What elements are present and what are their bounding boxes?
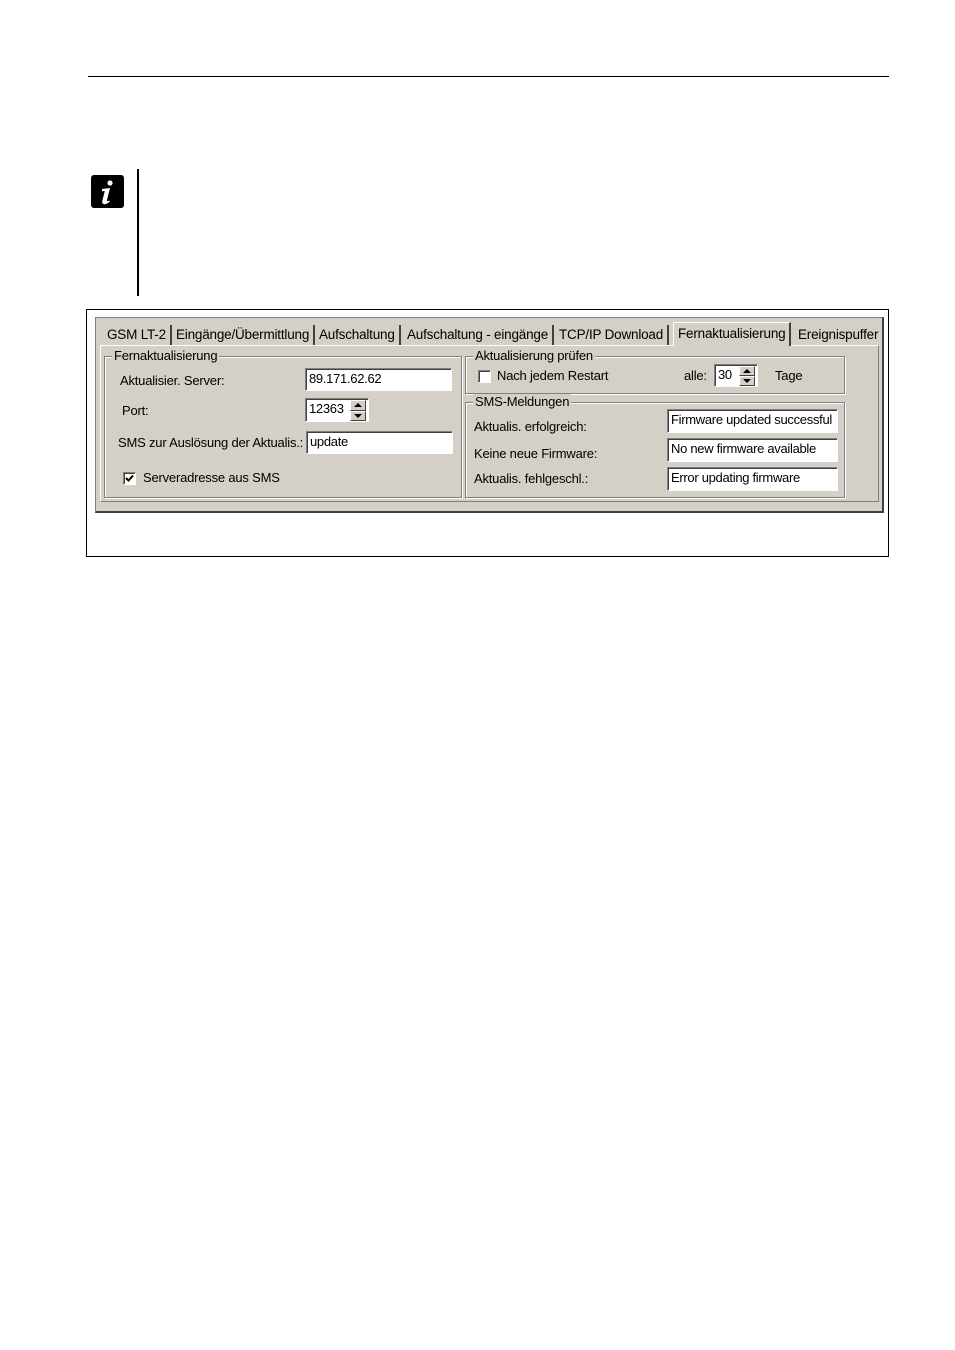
erfolgreich-input[interactable]: Firmware updated successful xyxy=(667,409,838,433)
alle-value: 30 xyxy=(718,367,732,382)
port-spin-down-button[interactable] xyxy=(350,411,366,422)
port-spin-buttons xyxy=(350,400,366,421)
alle-spin-up-button[interactable] xyxy=(739,366,755,376)
port-spin-up-button[interactable] xyxy=(350,400,366,411)
pruefen-group xyxy=(465,348,845,394)
tab-aufschaltung-eingaenge[interactable]: Aufschaltung - eingänge xyxy=(403,325,554,345)
keine-firmware-input[interactable]: No new firmware available xyxy=(667,438,838,462)
arrow-up-icon xyxy=(354,403,362,408)
serveradresse-label[interactable]: Serveradresse aus SMS xyxy=(143,470,280,485)
serveradresse-checkbox[interactable] xyxy=(123,472,136,485)
tage-label: Tage xyxy=(775,368,803,383)
sms-meldungen-group-title: SMS-Meldungen xyxy=(475,394,570,409)
port-label: Port: xyxy=(122,403,149,418)
port-value: 12363 xyxy=(309,401,344,416)
arrow-down-icon xyxy=(743,379,751,384)
erfolgreich-label: Aktualis. erfolgreich: xyxy=(474,419,587,434)
server-label: Aktualisier. Server: xyxy=(120,373,225,388)
settings-dialog xyxy=(95,317,884,513)
fehlgeschl-input[interactable]: Error updating firmware xyxy=(667,467,838,491)
arrow-down-icon xyxy=(354,414,362,419)
tab-strip xyxy=(103,322,881,346)
tab-eingaenge-uebermittlung[interactable]: Eingänge/Übermittlung xyxy=(172,325,315,345)
pruefen-group-title: Aktualisierung prüfen xyxy=(475,348,593,363)
keine-firmware-label: Keine neue Firmware: xyxy=(474,446,598,461)
fernaktualisierung-group-title: Fernaktualisierung xyxy=(114,348,218,363)
restart-checkbox[interactable] xyxy=(478,370,491,383)
tab-ereignispuffer[interactable]: Ereignispuffer xyxy=(794,325,884,345)
fehlgeschl-label: Aktualis. fehlgeschl.: xyxy=(474,471,589,486)
alle-spin-buttons xyxy=(739,366,755,386)
note-bar xyxy=(137,169,139,296)
sms-meldungen-group xyxy=(465,394,845,498)
arrow-up-icon xyxy=(743,369,751,374)
header-rule xyxy=(88,76,889,77)
info-icon xyxy=(91,175,124,208)
tab-panel xyxy=(100,345,879,502)
sms-trigger-label: SMS zur Auslösung der Aktualis.: xyxy=(118,435,304,450)
tab-gsm-lt2[interactable]: GSM LT-2 xyxy=(103,325,172,345)
tab-tcpip-download[interactable]: TCP/IP Download xyxy=(555,325,669,345)
fernaktualisierung-group xyxy=(104,348,462,498)
alle-spin-down-button[interactable] xyxy=(739,376,755,386)
alle-label: alle: xyxy=(684,368,707,383)
tab-fernaktualisierung[interactable]: Fernaktualisierung xyxy=(673,322,791,346)
sms-trigger-input[interactable]: update xyxy=(306,431,453,454)
tab-aufschaltung[interactable]: Aufschaltung xyxy=(315,325,401,345)
server-input[interactable]: 89.171.62.62 xyxy=(305,368,452,391)
restart-label[interactable]: Nach jedem Restart xyxy=(497,368,609,383)
checkmark-icon xyxy=(125,474,134,483)
